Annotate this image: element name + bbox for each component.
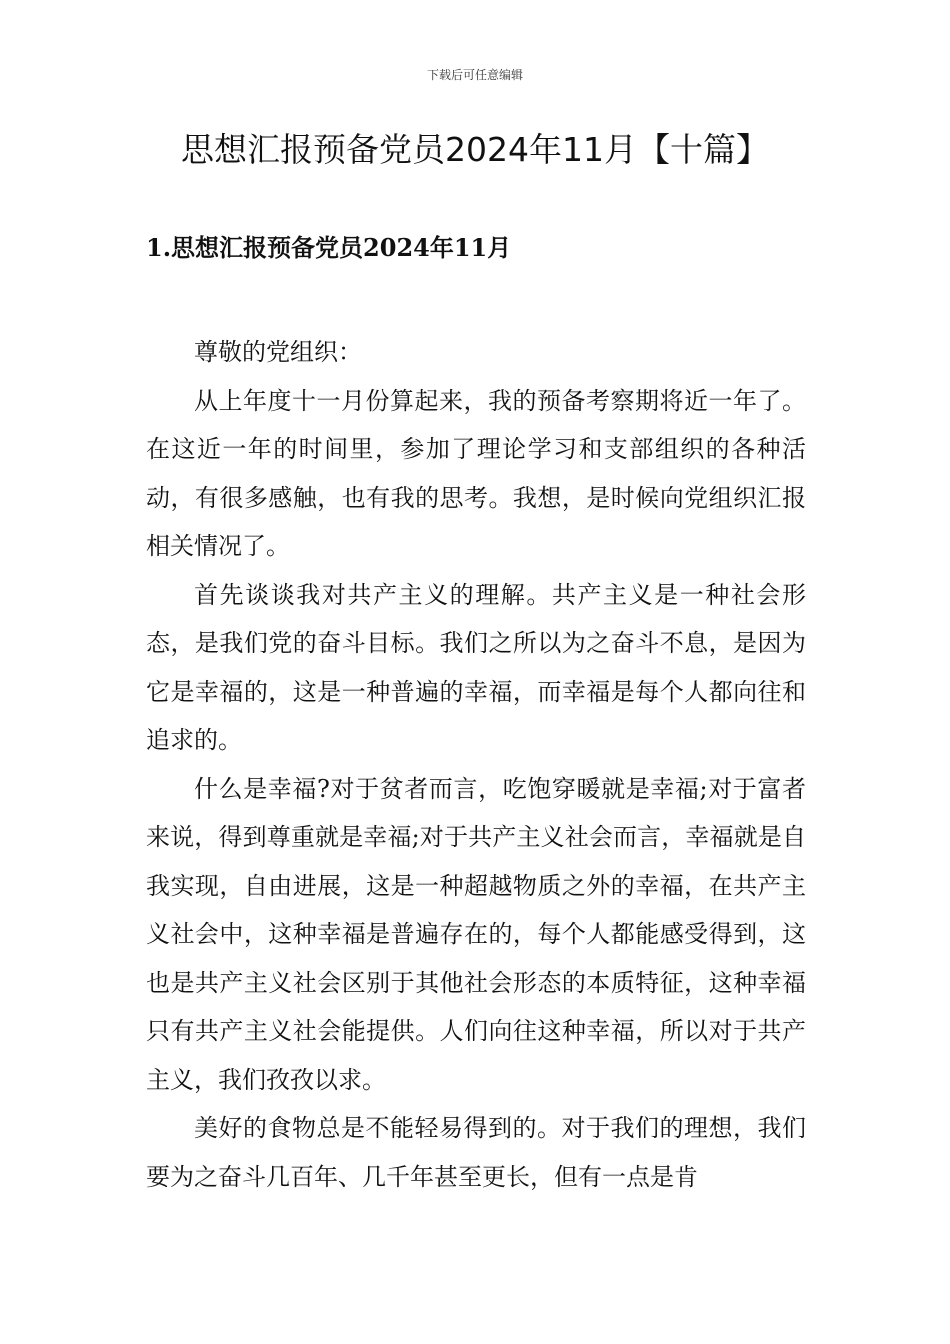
document-title: 思想汇报预备党员2024年11月【十篇】 [181,130,769,169]
salutation: 尊敬的党组织： [194,338,362,366]
section-title: 1.思想汇报预备党员2024年11月 [146,233,512,262]
paragraph: 美好的食物总是不能轻易得到的。对于我们的理想，我们要为之奋斗几百年、几千年甚至更长，但有一点是肯 [146,1114,806,1191]
document-body [146,328,806,1201]
header-note: 下载后可任意编辑 [426,68,523,82]
paragraph: 首先谈谈我对共产主义的理解。共产主义是一种社会形态，是我们党的奋斗目标。我们之所以为之奋斗不息，是因为它是幸福的，这是一种普遍的幸福，而幸福是每个人都向往和追求的。 [146,580,806,754]
paragraph: 从上年度十一月份算起来，我的预备考察期将近一年了。在这近一年的时间里，参加了理论学习和支部组织的各种活动，有很多感触，也有我的思考。我想，是时候向党组织汇报相关情况了。 [146,386,806,560]
paragraph: 什么是幸福?对于贫者而言，吃饱穿暖就是幸福;对于富者来说，得到尊重就是幸福;对于共产主义社会而言，幸福就是自我实现，自由进展，这是一种超越物质之外的幸福，在共产主义社会中，这种幸福是普遍存在的，每个人都能感受得到，这也是共产主义社会区别于其他社会形态的本质特征，这种幸福只有共产主义社会能提供。人们向往这种幸福，所以对于共产主义，我们孜孜以求。 [146,774,806,1094]
